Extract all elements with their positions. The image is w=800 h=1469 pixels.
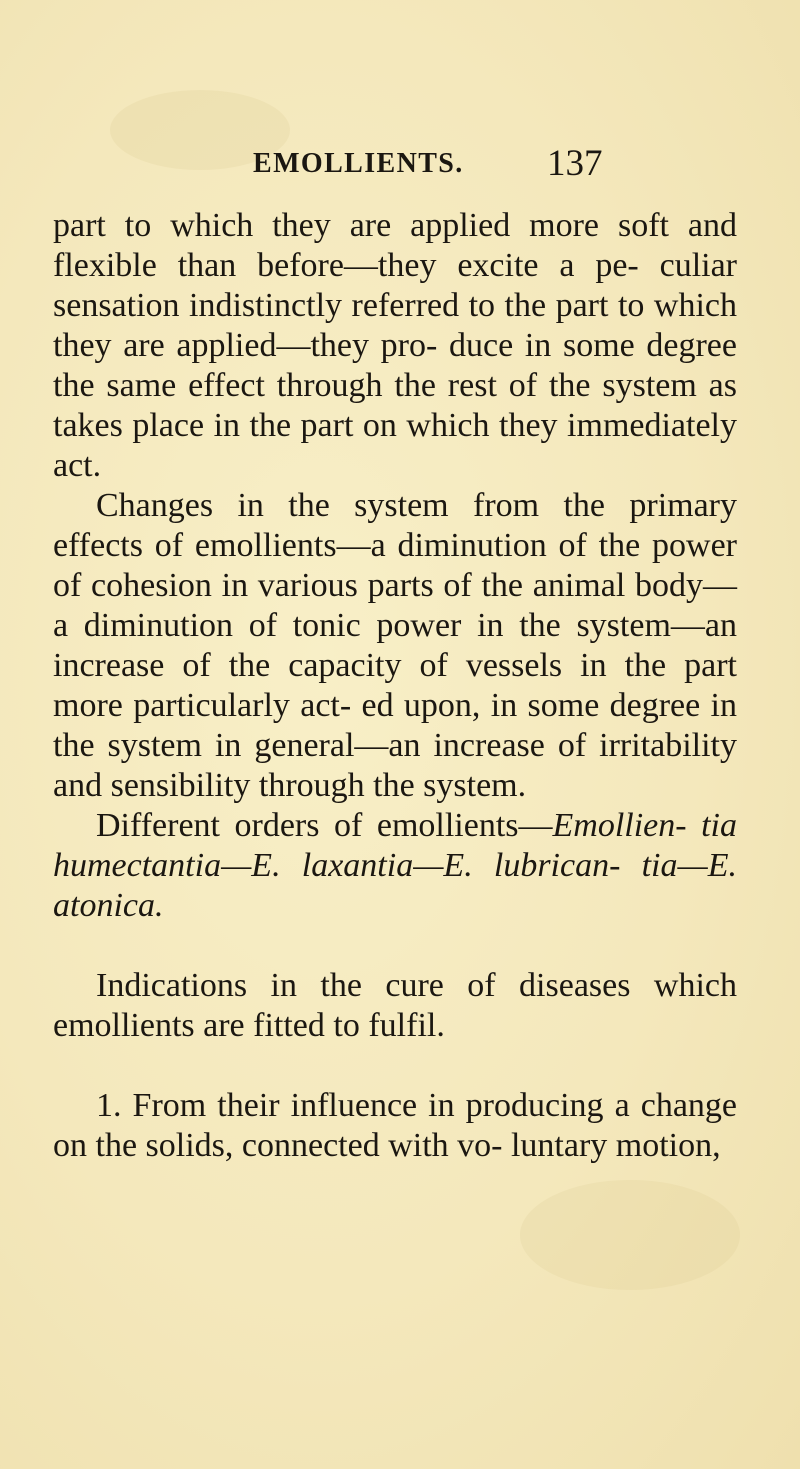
paragraph-indications: Indications in the cure of diseases which emollients are fitted to fulfil. xyxy=(53,967,737,1044)
paragraph-item-1: 1. From their influence in producing a change on the solids, connected with vo- luntary motion, xyxy=(53,1087,737,1164)
paragraph-orders xyxy=(53,806,737,926)
orders-lead: Different orders of emollients— xyxy=(96,807,553,844)
page-header xyxy=(0,143,800,198)
paragraph-2: Changes in the system from the primary effects of emollients—a diminution of the power of cohesion in various parts of the animal body—a diminution of tonic power in the system—an increase of the capacity of vessels in the part more particularly act- ed upon, in some degree in the system in general—an increase of irritability and sensibility through the system. xyxy=(53,487,737,804)
orders-latin: Emollien- tia humectantia—E. laxantia—E. lubrican- tia—E. atonica. xyxy=(53,807,737,924)
body-text xyxy=(53,206,737,1166)
paragraph-1: part to which they are applied more soft and flexible than before—they excite a pe- culiar sensation indistinctly referred to the part to which they are applied—they pro- duce in some degree the same effect through the rest of the system as takes place in the part on which they immediately act. xyxy=(53,207,737,484)
page-number: 137 xyxy=(547,143,603,184)
running-head: EMOLLIENTS. xyxy=(253,148,464,179)
paper-stain xyxy=(520,1180,740,1290)
